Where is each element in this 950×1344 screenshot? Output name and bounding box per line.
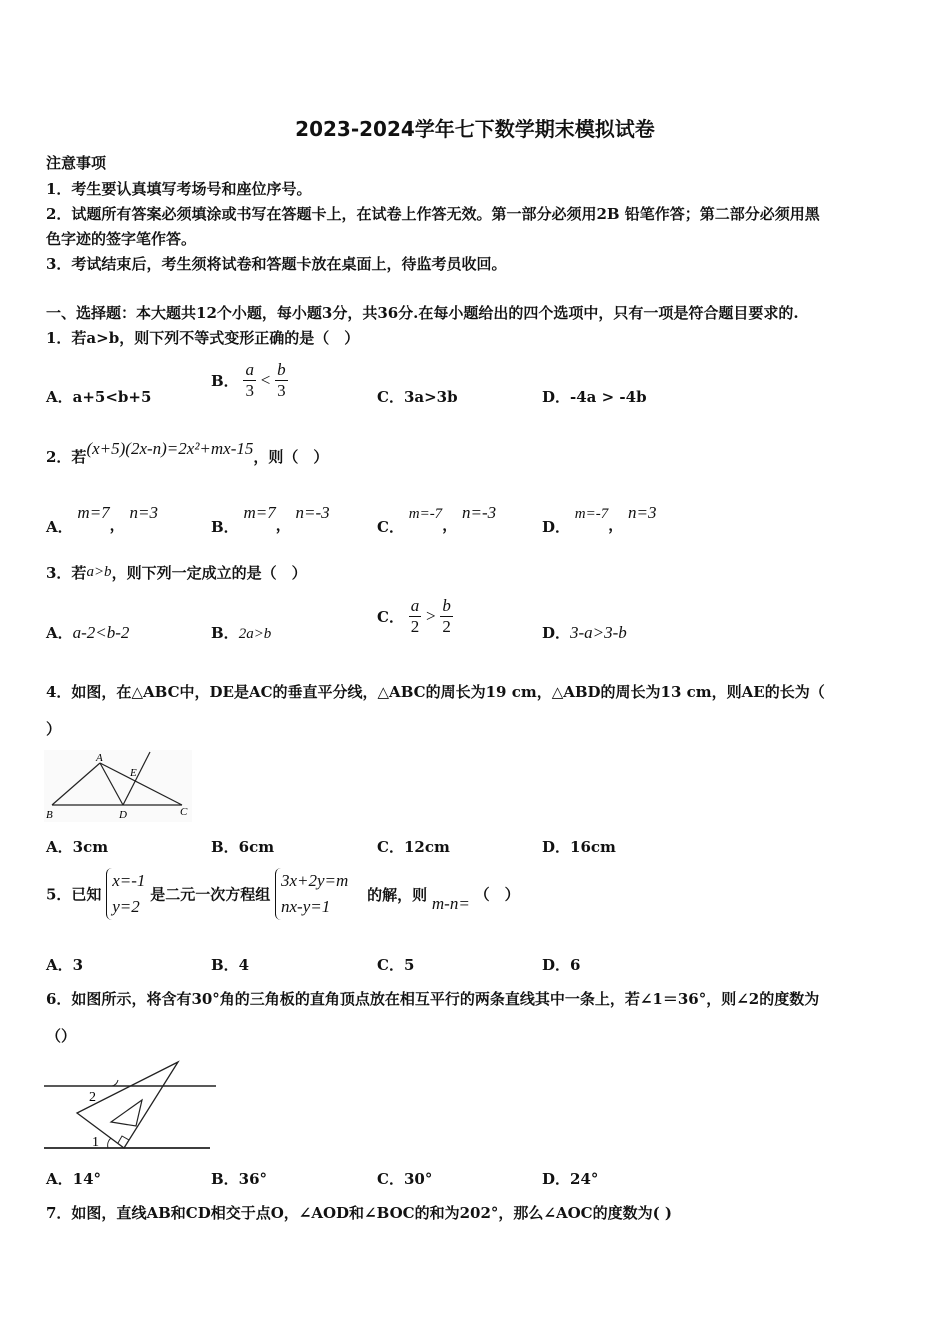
figure-background (44, 750, 192, 822)
comma: ， (109, 516, 125, 534)
question-6-stem: 6．如图所示，将含有30°角的三角板的直角顶点放在相互平行的两条直线其中一条上，若∠1＝36°，则∠2的度数为 (46, 990, 820, 1008)
equation-2: nx-y=1 (280, 897, 331, 916)
denominator: 3 (277, 381, 286, 400)
q5-expression: m-n= (431, 894, 470, 913)
denominator: 3 (245, 381, 254, 400)
question-4-stem: 4．如图，在△ABC中，DE是AC的垂直平分线，△ABC的周长为19 cm，△ABD的周长为13 cm，则AE的长为（ (46, 683, 825, 701)
question-1-stem: 1．若a>b，则下列不等式变形正确的是（ ） (46, 329, 360, 347)
value-m: m=7 (77, 503, 110, 522)
fraction (409, 596, 422, 637)
q2-option-d (542, 502, 657, 536)
set-square-inner (111, 1100, 142, 1126)
numerator: b (277, 360, 286, 379)
q6-option-d: D．24° (542, 1170, 599, 1188)
comma: ， (442, 516, 458, 534)
q6-set-square-figure (44, 1058, 220, 1156)
solution-y: y=2 (112, 897, 140, 916)
q5-prefix: 5．已知 (46, 885, 102, 904)
equation-system (275, 868, 348, 920)
q4-option-a: A．3cm (46, 838, 109, 856)
option-label: B． (211, 624, 239, 642)
solution-x: x=-1 (112, 871, 146, 890)
solution-system (106, 868, 145, 920)
value-n: n=-3 (295, 503, 330, 522)
option-label: A． (46, 518, 73, 536)
page-title: 2023-2024学年七下数学期末模拟试卷 (295, 117, 655, 141)
notice-item: 1．考生要认真填写考场号和座位序号。 (46, 180, 312, 198)
label-d: D (119, 809, 127, 821)
label-angle-1: 1 (92, 1135, 99, 1150)
question-3-stem (46, 562, 307, 583)
fraction (275, 360, 288, 401)
option-label: D． (542, 624, 571, 642)
question-7-stem: 7．如图，直线AB和CD相交于点O，∠AOD和∠BOC的和为202°，那么∠AOC的度数为( ) (46, 1204, 673, 1222)
q2-option-b (211, 502, 330, 536)
q5-option-c: C．5 (377, 956, 415, 974)
value-n: n=-3 (461, 503, 497, 522)
angle-1-arc (108, 1138, 111, 1148)
relation: < (260, 370, 271, 390)
q2-option-a (46, 502, 158, 536)
q1-option-d: D．-4a > -4b (542, 388, 647, 406)
q2-option-c (377, 502, 497, 536)
q5-suffix: 的解，则 (367, 885, 428, 904)
equation-1: 3x+2y=m (280, 871, 349, 890)
q3-condition: a>b (86, 564, 112, 580)
question-2-stem (46, 439, 329, 467)
q2-prefix: 2．若 (46, 448, 87, 466)
q1-option-b-label: B． (211, 372, 239, 390)
comma: ， (275, 516, 291, 534)
q1-option-c: C．3a>3b (377, 388, 458, 406)
numerator: a (245, 360, 254, 379)
label-angle-2: 2 (89, 1090, 96, 1105)
label-c: C (180, 806, 188, 818)
value-m: m=-7 (574, 506, 609, 522)
q1-option-b (211, 360, 288, 401)
label-a: A (96, 752, 103, 764)
option-label: B． (211, 518, 239, 536)
notice-item: 2．试题所有答案必须填涂或书写在答题卡上，在试卷上作答无效。第一部分必须用2B 铅笔作答；第二部分必须用黑 (46, 205, 820, 223)
q4-triangle-figure (44, 750, 192, 822)
q6-option-c: C．30° (377, 1170, 433, 1188)
denominator: 2 (410, 617, 420, 636)
numerator: a (410, 596, 420, 615)
option-label: D． (542, 518, 571, 536)
q4-option-d: D．16cm (542, 838, 616, 856)
option-expression: 2a>b (238, 626, 272, 642)
label-b: B (46, 809, 53, 821)
relation: > (426, 606, 436, 626)
q4-option-c: C．12cm (377, 838, 450, 856)
q5-middle: 是二元一次方程组 (150, 885, 271, 904)
option-expression: a-2<b-2 (72, 623, 130, 642)
q3-suffix: ，则下列一定成立的是（ ） (111, 564, 307, 582)
q6-option-a: A．14° (46, 1170, 102, 1188)
denominator: 2 (442, 617, 451, 636)
q3-option-d (542, 622, 627, 643)
q3-option-c (377, 596, 453, 637)
fraction (243, 360, 256, 401)
option-expression: 3-a>3-b (570, 623, 627, 642)
q3-prefix: 3．若 (46, 564, 87, 582)
notice-item: 色字迹的签字笔作答。 (46, 230, 197, 248)
label-e: E (130, 767, 137, 779)
fraction (440, 596, 453, 637)
notice-item: 3．考试结束后，考生须将试卷和答题卡放在桌面上，待监考员收回。 (46, 255, 507, 273)
numerator: b (442, 596, 451, 615)
q6-option-b: B．36° (211, 1170, 268, 1188)
value-m: m=-7 (408, 506, 443, 522)
q5-option-b: B．4 (211, 956, 250, 974)
section-heading: 一、选择题：本大题共12个小题，每小题3分，共36分.在每小题给出的四个选项中，只有一项是符合题目要求的. (46, 304, 799, 322)
angle-2-arc (112, 1080, 118, 1086)
q1-option-a: A．a+5<b+5 (46, 388, 152, 406)
option-label: C． (377, 518, 404, 536)
question-4-stem-end: ） (46, 720, 62, 738)
comma: ， (608, 516, 624, 534)
q5-option-a: A．3 (46, 956, 84, 974)
q3-option-b (211, 622, 271, 643)
option-label: A． (46, 624, 73, 642)
q5-paren: （ ） (474, 885, 520, 904)
option-label: C． (377, 608, 404, 626)
value-n: n=3 (628, 503, 657, 522)
q5-option-d: D．6 (542, 956, 581, 974)
value-n: n=3 (129, 503, 158, 522)
q2-expression: (x+5)(2x-n)=2x²+mx-15 (86, 439, 254, 458)
value-m: m=7 (243, 503, 276, 522)
q3-option-a (46, 622, 129, 643)
question-6-stem-end: （） (46, 1027, 77, 1045)
question-5-stem (46, 868, 520, 920)
q4-option-b: B．6cm (211, 838, 275, 856)
q2-suffix: ，则（ ） (253, 448, 329, 466)
notice-heading: 注意事项 (46, 154, 107, 172)
